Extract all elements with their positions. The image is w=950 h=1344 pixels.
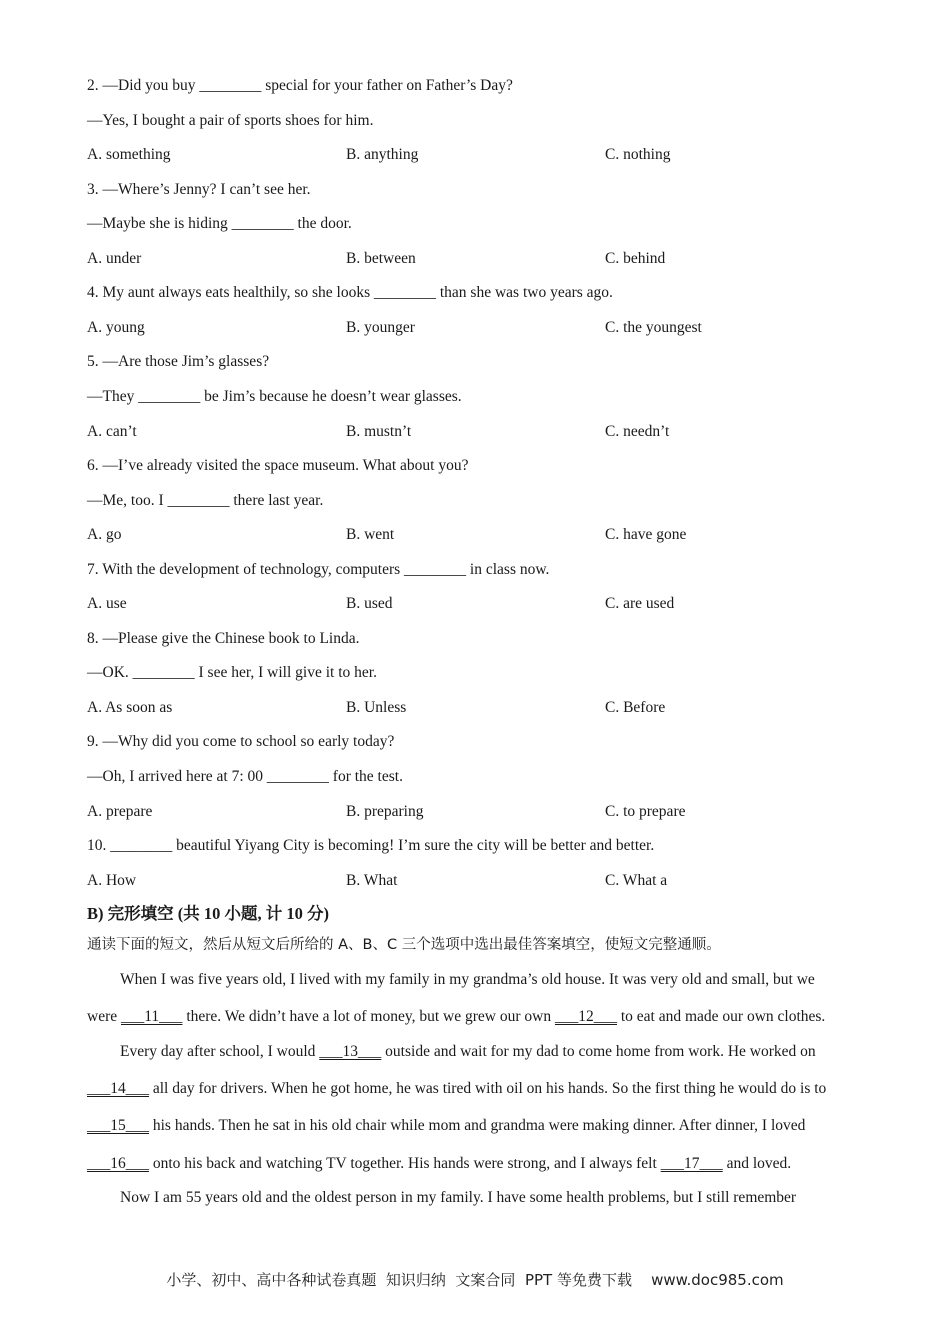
question-5-option-a: A. can’t <box>87 423 137 440</box>
question-9-option-b: B. preparing <box>346 803 424 820</box>
question-3-option-c: C. behind <box>605 250 666 267</box>
question-3-reply: —Maybe she is hiding ________ the door. <box>87 215 352 232</box>
passage-text: and loved. <box>722 1155 792 1172</box>
passage-text: were <box>87 1008 121 1025</box>
question-2-stem: 2. —Did you buy ________ special for your father on Father’s Day? <box>87 77 513 94</box>
question-4-option-a: A. young <box>87 319 145 336</box>
question-2-option-a: A. something <box>87 146 171 163</box>
section-b-instruction: 通读下面的短文，然后从短文后所给的 A、B、C 三个选项中选出最佳答案填空，使短文完整通顺。 <box>87 937 721 953</box>
question-9-reply: —Oh, I arrived here at 7: 00 ________ for the test. <box>87 768 403 785</box>
blank-17: ___17___ <box>660 1155 723 1172</box>
question-8-option-c: C. Before <box>605 699 666 716</box>
passage-text: his hands. Then he sat in his old chair while mom and grandma were making dinner. After dinner, I loved <box>149 1117 806 1134</box>
question-8-reply: —OK. ________ I see her, I will give it to her. <box>87 664 377 681</box>
passage-line-4 <box>87 1078 826 1100</box>
passage-text: all day for drivers. When he got home, he was tired with oil on his hands. So the first thing he would do is to <box>149 1080 827 1097</box>
passage-text: onto his back and watching TV together. His hands were strong, and I always felt <box>149 1155 661 1172</box>
question-5-option-c: C. needn’t <box>605 423 670 440</box>
question-5-reply: —They ________ be Jim’s because he doesn’t wear glasses. <box>87 388 462 405</box>
question-10-option-a: A. How <box>87 872 137 889</box>
question-3-option-b: B. between <box>346 250 416 267</box>
passage-text: outside and wait for my dad to come home from work. He worked on <box>381 1043 816 1060</box>
passage-line-3 <box>120 1041 816 1063</box>
blank-15: ___15___ <box>87 1117 149 1134</box>
question-8-stem: 8. —Please give the Chinese book to Linda. <box>87 630 360 647</box>
question-10-option-c: C. What a <box>605 872 668 889</box>
question-6-stem: 6. —I’ve already visited the space museum. What about you? <box>87 457 469 474</box>
blank-16: ___16___ <box>87 1155 149 1172</box>
question-4-option-c: C. the youngest <box>605 319 702 336</box>
passage-text: there. We didn’t have a lot of money, but we grew our own <box>182 1008 555 1025</box>
passage-line-5 <box>87 1115 805 1137</box>
question-6-option-c: C. have gone <box>605 526 687 543</box>
blank-13: ___13___ <box>319 1043 382 1060</box>
question-8-option-b: B. Unless <box>346 699 407 716</box>
blank-12: ___12___ <box>554 1008 617 1025</box>
question-9-option-c: C. to prepare <box>605 803 686 820</box>
question-6-option-b: B. went <box>346 526 395 543</box>
question-2-option-c: C. nothing <box>605 146 671 163</box>
question-5-option-b: B. mustn’t <box>346 423 412 440</box>
question-9-option-a: A. prepare <box>87 803 153 820</box>
question-7-option-b: B. used <box>346 595 393 612</box>
question-5-stem: 5. —Are those Jim’s glasses? <box>87 353 270 370</box>
question-8-option-a: A. As soon as <box>87 699 173 716</box>
question-7-option-c: C. are used <box>605 595 675 612</box>
blank-14: ___14___ <box>87 1080 149 1097</box>
question-9-stem: 9. —Why did you come to school so early today? <box>87 733 395 750</box>
question-10-option-b: B. What <box>346 872 398 889</box>
question-6-option-a: A. go <box>87 526 122 543</box>
blank-11: ___11___ <box>121 1008 183 1025</box>
question-10-stem: 10. ________ beautiful Yiyang City is becoming! I’m sure the city will be better and better. <box>87 837 655 854</box>
question-3-option-a: A. under <box>87 250 142 267</box>
question-2-option-b: B. anything <box>346 146 419 163</box>
question-7-option-a: A. use <box>87 595 127 612</box>
passage-line-7: Now I am 55 years old and the oldest person in my family. I have some health problems, but I still remember <box>120 1189 797 1206</box>
passage-line-1: When I was five years old, I lived with my family in my grandma’s old house. It was very old and small, but we <box>120 971 815 988</box>
question-4-option-b: B. younger <box>346 319 415 336</box>
question-2-reply: —Yes, I bought a pair of sports shoes for him. <box>87 112 374 129</box>
passage-text: to eat and made our own clothes. <box>616 1008 826 1025</box>
question-4-stem: 4. My aunt always eats healthily, so she looks ________ than she was two years ago. <box>87 284 613 301</box>
question-7-stem: 7. With the development of technology, computers ________ in class now. <box>87 561 550 578</box>
passage-line-2 <box>87 1006 825 1028</box>
passage-text: Every day after school, I would <box>120 1043 320 1060</box>
question-3-stem: 3. —Where’s Jenny? I can’t see her. <box>87 181 311 198</box>
section-b-title: B) 完形填空 (共 10 小题, 计 10 分) <box>87 904 329 923</box>
page-footer: 小学、初中、高中各种试卷真题 知识归纳 文案合同 PPT 等免费下载 www.doc985.com <box>166 1271 784 1289</box>
question-6-reply: —Me, too. I ________ there last year. <box>87 492 324 509</box>
passage-line-6 <box>87 1153 791 1175</box>
